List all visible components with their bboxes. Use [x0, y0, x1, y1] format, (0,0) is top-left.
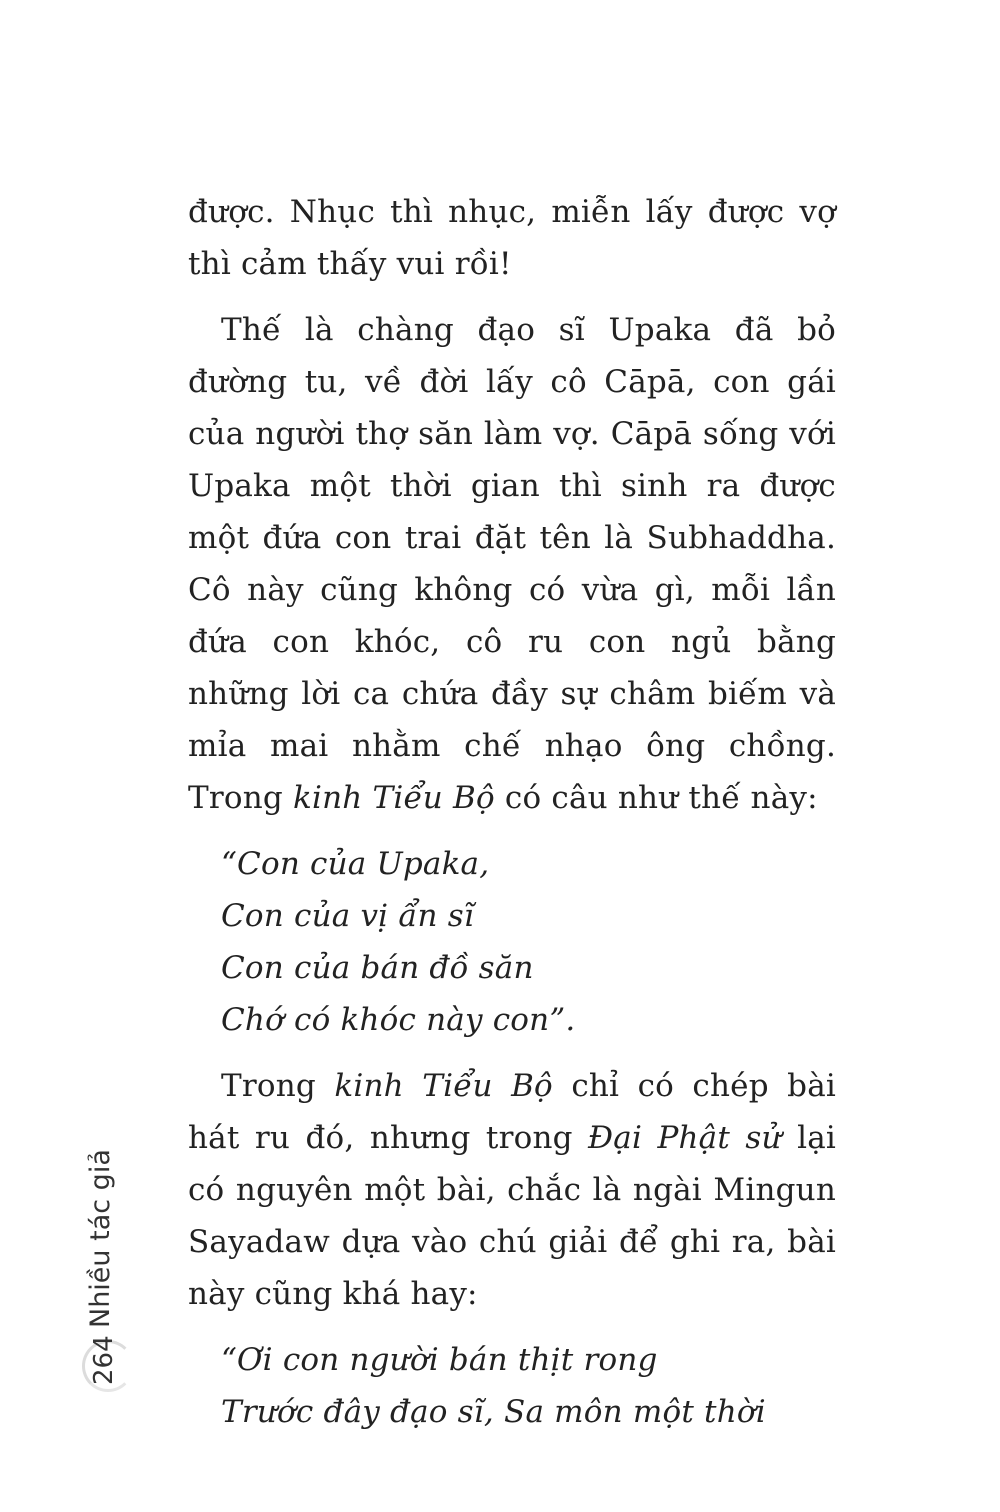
- p4-e: lại có nguyên một bài, chắc là ngài Mingun Sayadaw dựa vào chú giải để ghi ra, bài này cũng khá hay:: [188, 1120, 836, 1312]
- main-text: [188, 186, 836, 1438]
- kinh-intro-after: có câu như thế này:: [494, 780, 818, 816]
- poem-line: Trước đây đạo sĩ, Sa môn một thời: [221, 1394, 766, 1430]
- page-number: 264: [89, 1335, 119, 1385]
- poem-line: Con của vị ẩn sĩ: [221, 898, 474, 934]
- poem-line: Con của bán đồ săn: [221, 950, 534, 986]
- poem-line: Chớ có khóc này con”.: [221, 1002, 576, 1038]
- kinh-intro-before: Trong: [188, 780, 294, 816]
- paragraph-upaka-text: Thế là chàng đạo sĩ Upaka đã bỏ đường tu, về đời lấy cô Cāpā, con gái của người thợ săn làm vợ. Cāpā sống với Upaka một thời gian thì sinh ra được một đứa con trai đặt tên là Subhaddha. Cô này cũng không có vừa gì, mỗi lần đứa con khóc, cô ru con ngủ bằng những lời ca chứa đầy sự châm biếm và mỉa mai nhằm chế nhạo ông chồng.: [188, 312, 836, 764]
- p4-kinh-title: kinh Tiểu Bộ: [334, 1068, 553, 1104]
- paragraph-upaka: [188, 304, 836, 772]
- poem-line: “Con của Upaka,: [221, 846, 490, 882]
- paragraph-continuation: được. Nhục thì nhục, miễn lấy được vợ thì cảm thấy vui rồi!: [188, 194, 836, 282]
- p4-a: Trong: [221, 1068, 335, 1104]
- p4-c: chỉ có chép bài hát ru đó, nhưng trong: [188, 1068, 836, 1156]
- lullaby-poem-1: [188, 838, 836, 1046]
- running-header-author: Nhiều tác giả: [85, 1149, 116, 1328]
- paragraph-dai-phat-su: [188, 1060, 836, 1320]
- lullaby-poem-2: [188, 1334, 836, 1438]
- poem-line: “Ơi con người bán thịt rong: [221, 1342, 658, 1378]
- p4-dai-phat-su-title: Đại Phật sử: [588, 1120, 782, 1156]
- kinh-intro-title: kinh Tiểu Bộ: [293, 780, 495, 816]
- page-number-badge: [82, 1335, 142, 1400]
- paragraph-kinh-intro: [188, 772, 836, 824]
